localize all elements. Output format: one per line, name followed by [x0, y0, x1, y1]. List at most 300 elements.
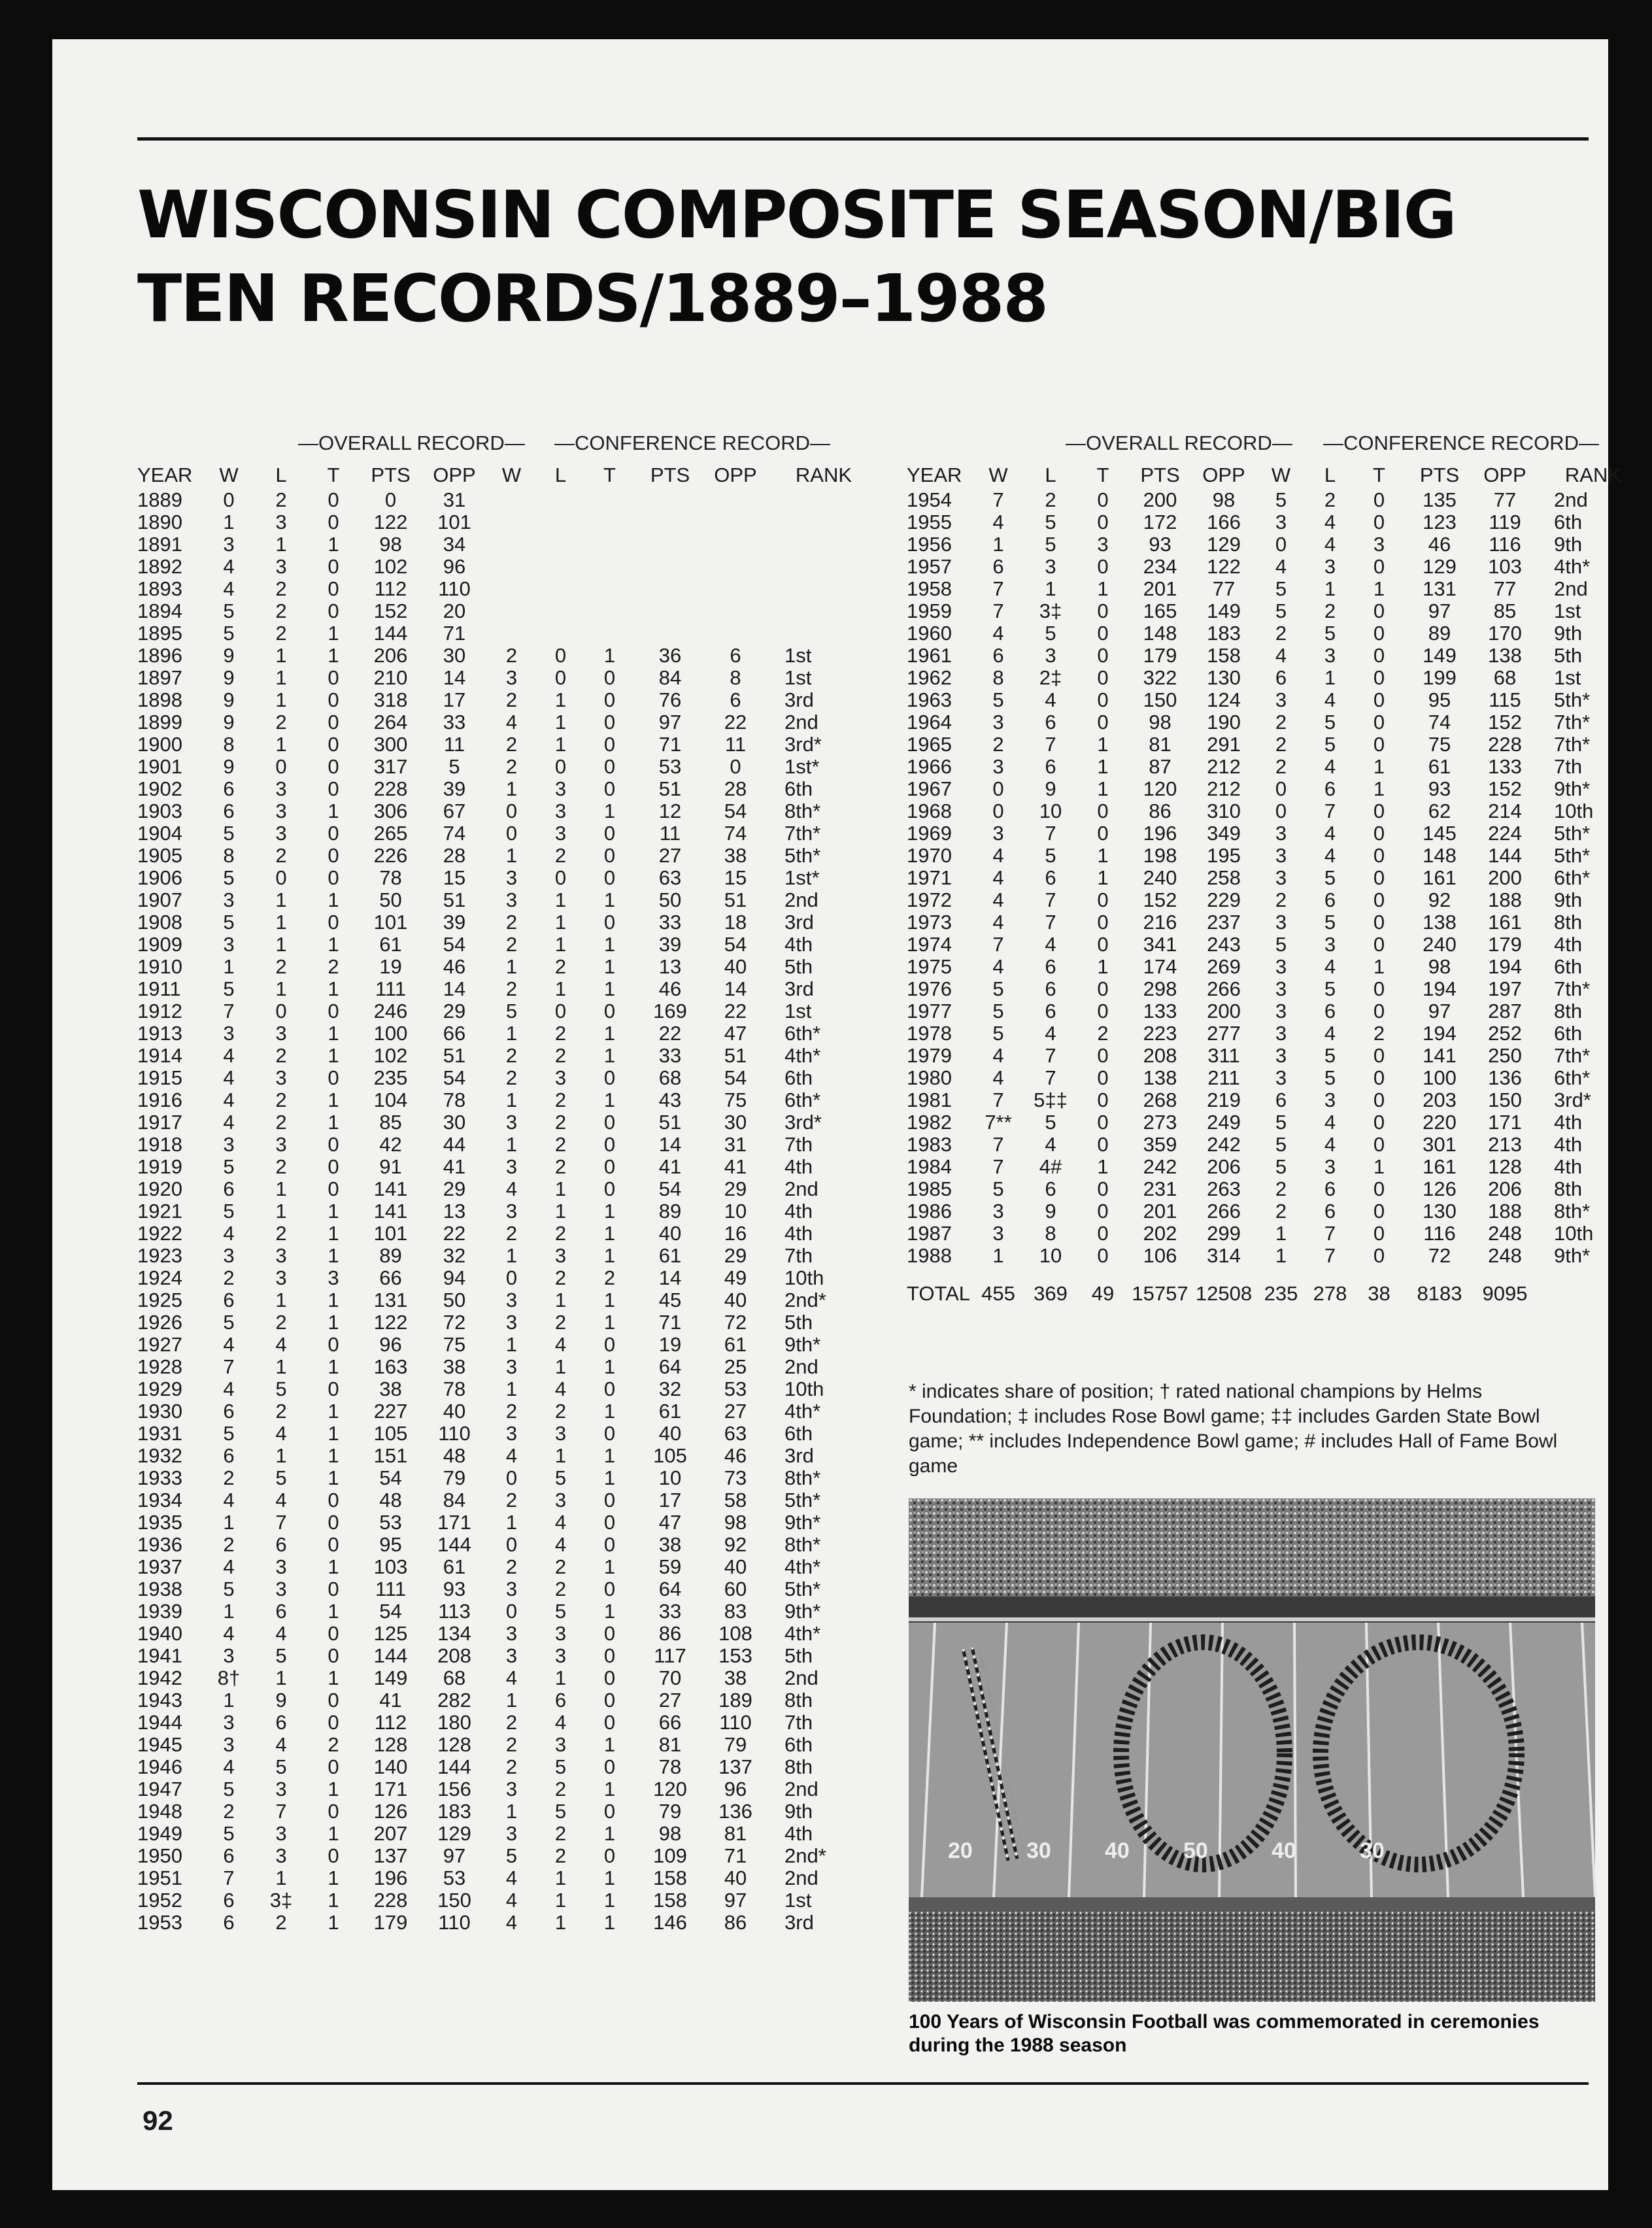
table-cell: 3 — [554, 822, 567, 845]
table-cell: 3 — [992, 1200, 1004, 1223]
table-row — [137, 645, 883, 667]
table-cell: 2 — [1275, 1177, 1287, 1200]
table-cell: 22 — [724, 711, 747, 734]
table-cell: 0 — [1097, 1089, 1109, 1111]
table-cell: 101 — [437, 511, 471, 533]
table-cell: 6 — [223, 1289, 235, 1311]
table-cell: 4 — [1045, 1022, 1056, 1045]
table-cell: 0 — [1275, 533, 1287, 556]
table-cell: 1 — [603, 1311, 616, 1334]
table-cell: 2nd — [784, 1355, 818, 1378]
table-cell: 0 — [1373, 711, 1385, 734]
table-cell: 1 — [603, 1044, 616, 1067]
table-cell: 4 — [223, 1044, 235, 1067]
table-cell: 240 — [1423, 933, 1457, 956]
table-cell: 0 — [328, 1000, 339, 1022]
table-cell: 0 — [603, 844, 616, 867]
table-cell: 1899 — [137, 711, 182, 734]
table-cell: 4 — [223, 1622, 235, 1645]
table-cell: 2 — [505, 755, 518, 778]
table-cell: 0 — [1097, 622, 1109, 645]
column-header: OPP — [1483, 464, 1526, 486]
table-cell: 112 — [374, 577, 407, 600]
table-cell: 6 — [223, 777, 235, 800]
table-cell: 1 — [1097, 1155, 1109, 1178]
table-cell: 179 — [1143, 644, 1177, 667]
table-cell: 50 — [443, 1289, 466, 1311]
table-cell: 22 — [724, 1000, 747, 1022]
table-cell: 2 — [505, 1733, 518, 1756]
table-cell: 2 — [554, 1266, 567, 1289]
table-row — [137, 956, 883, 978]
table-cell: 3rd* — [1554, 1089, 1591, 1111]
table-cell: 2 — [554, 1044, 567, 1067]
table-row — [137, 1511, 883, 1534]
table-cell — [634, 511, 706, 533]
table-cell: 129 — [1207, 533, 1241, 556]
table-cell: 224 — [1488, 822, 1522, 845]
table-cell: 0 — [603, 1533, 616, 1556]
column-header: PTS — [1140, 464, 1180, 486]
table-cell: 2 — [603, 1266, 616, 1289]
table-cell: 229 — [1207, 888, 1241, 911]
table-cell: 5th — [1554, 644, 1583, 667]
table-cell: 0 — [1373, 555, 1385, 578]
table-cell: 6 — [1045, 711, 1056, 734]
table-cell: 201 — [1143, 1200, 1177, 1223]
table-row — [907, 578, 1652, 600]
table-cell: 2 — [554, 1022, 567, 1045]
table-cell: 48 — [379, 1489, 402, 1511]
table-row — [907, 711, 1652, 734]
table-cell — [585, 533, 634, 556]
table-cell: 298 — [1143, 977, 1177, 1000]
table-cell: 5 — [1045, 533, 1056, 556]
column-header: T — [1096, 464, 1109, 486]
table-cell: 3 — [505, 1778, 518, 1800]
table-cell: 5 — [1045, 1111, 1056, 1134]
table-cell: 4 — [1275, 644, 1287, 667]
table-cell: 44 — [443, 1133, 466, 1156]
table-cell: 212 — [1207, 777, 1241, 800]
table-cell: 10th — [1554, 800, 1594, 822]
table-cell: 1 — [554, 933, 567, 956]
table-cell: 171 — [1488, 1111, 1522, 1134]
column-header: T — [327, 464, 340, 486]
table-cell: 2 — [505, 688, 518, 711]
table-cell: 2 — [275, 1111, 287, 1134]
table-cell: 47 — [658, 1511, 682, 1534]
table-cell: 242 — [1207, 1133, 1241, 1156]
table-cell: 0 — [328, 1333, 339, 1356]
table-cell: 66 — [443, 1022, 466, 1045]
table-cell: 1978 — [907, 1022, 952, 1045]
table-cell: 4 — [992, 1066, 1004, 1089]
table-cell: 1920 — [137, 1177, 182, 1200]
table-row — [907, 1245, 1652, 1267]
table-cell: 6 — [275, 1711, 287, 1734]
table-cell: 5 — [1324, 1066, 1336, 1089]
table-cell — [765, 511, 883, 533]
table-cell: 3 — [223, 1733, 235, 1756]
table-cell — [765, 600, 883, 622]
table-cell: 28 — [724, 777, 747, 800]
table-cell: 171 — [373, 1778, 408, 1800]
table-cell: 38 — [724, 1666, 747, 1689]
table-cell: 2 — [1045, 488, 1056, 511]
table-cell: 1972 — [907, 888, 952, 911]
table-cell: 1957 — [907, 555, 952, 578]
table-cell: 3 — [505, 1311, 518, 1334]
table-row — [907, 1022, 1652, 1045]
table-row — [907, 756, 1652, 778]
table-cell: 3 — [1275, 866, 1287, 889]
table-cell: 98 — [1428, 955, 1451, 978]
table-cell: 126 — [1423, 1177, 1457, 1200]
table-cell: 1952 — [137, 1889, 182, 1912]
table-cell: 3 — [554, 1244, 567, 1267]
table-cell — [536, 511, 585, 533]
table-cell: 158 — [653, 1889, 687, 1912]
table-cell: 3rd — [784, 977, 814, 1000]
table-cell: 1 — [554, 1666, 567, 1689]
table-cell: 33 — [658, 1600, 682, 1623]
table-cell: 54 — [724, 1066, 747, 1089]
table-cell: 8 — [730, 666, 741, 689]
table-cell: 39 — [443, 777, 466, 800]
table-cell: 2 — [275, 622, 287, 645]
table-cell: 5 — [1324, 1044, 1336, 1067]
table-cell: 148 — [1143, 622, 1177, 645]
table-cell: 97 — [1428, 599, 1451, 622]
table-cell: 1 — [275, 911, 287, 934]
table-cell: 0 — [1097, 644, 1109, 667]
table-cell: 0 — [1097, 555, 1109, 578]
table-cell: 1 — [603, 955, 616, 978]
table-cell: 3 — [1324, 555, 1336, 578]
field-number: 40 — [1105, 1838, 1130, 1863]
table-row — [137, 1889, 883, 1912]
table-cell: 1944 — [137, 1711, 182, 1734]
table-cell: 4 — [1324, 533, 1336, 556]
table-cell: 4 — [223, 1111, 235, 1134]
table-cell: 150 — [1488, 1089, 1522, 1111]
table-cell: 128 — [437, 1733, 471, 1756]
table-cell: 7 — [223, 1866, 235, 1889]
table-cell: 29 — [724, 1177, 747, 1200]
table-cell: 6th — [1554, 511, 1583, 533]
table-cell: 74 — [443, 822, 466, 845]
table-cell: 359 — [1143, 1133, 1177, 1156]
table-cell: 10 — [724, 1200, 747, 1223]
table-cell: 14 — [443, 666, 466, 689]
table-cell: 5th* — [784, 844, 821, 867]
table-cell: 1911 — [137, 977, 181, 1000]
table-cell: 2 — [505, 1711, 518, 1734]
table-cell: 1 — [1373, 577, 1385, 600]
table-cell: 61 — [658, 1244, 682, 1267]
table-cell — [487, 578, 536, 600]
table-cell: 1 — [505, 1089, 518, 1111]
table-cell: 1 — [505, 1511, 518, 1534]
table-cell: 1901 — [137, 755, 182, 778]
table-cell: 2 — [505, 1555, 518, 1578]
table-row — [137, 911, 883, 934]
table-cell: 1942 — [137, 1666, 182, 1689]
table-cell: 2 — [275, 1400, 287, 1423]
table-cell: 0 — [603, 1489, 616, 1511]
table-cell: 1900 — [137, 733, 182, 756]
table-cell: 0 — [328, 1711, 339, 1734]
table-cell: 0 — [328, 511, 339, 533]
field-number: 20 — [948, 1838, 973, 1863]
table-cell: 6 — [223, 1400, 235, 1423]
table-cell: 0 — [554, 1000, 567, 1022]
table-cell: 0 — [1373, 511, 1385, 533]
column-header: W — [988, 464, 1008, 486]
table-cell: 110 — [438, 1422, 471, 1445]
table-cell: 5 — [1275, 577, 1287, 600]
table-cell: 0 — [1097, 488, 1109, 511]
table-cell: 46 — [724, 1444, 747, 1467]
table-cell: 122 — [373, 1311, 408, 1334]
table-cell: 1917 — [137, 1111, 182, 1134]
table-row — [907, 889, 1652, 911]
table-cell: 2 — [1275, 622, 1287, 645]
table-cell: 3 — [992, 822, 1004, 845]
table-cell: 5 — [1324, 977, 1336, 1000]
table-cell: 258 — [1207, 866, 1241, 889]
table-cell: 1969 — [907, 822, 952, 845]
table-cell: 1 — [328, 1289, 339, 1311]
table-cell — [706, 511, 765, 533]
table-cell: 2‡ — [1039, 666, 1062, 689]
table-cell: 2 — [505, 1755, 518, 1778]
table-cell: 5 — [223, 977, 235, 1000]
table-cell: 6th* — [784, 1089, 821, 1111]
table-cell: 3 — [554, 1422, 567, 1445]
table-cell: 1 — [505, 1333, 518, 1356]
table-cell: 0 — [603, 1622, 616, 1645]
table-row — [137, 711, 883, 734]
table-cell: 51 — [658, 777, 682, 800]
table-cell: 1980 — [907, 1066, 952, 1089]
table-cell: 3 — [223, 888, 235, 911]
table-cell: 6 — [992, 555, 1004, 578]
table-cell: 4 — [505, 1666, 518, 1689]
table-cell: 5 — [223, 911, 235, 934]
table-cell: 4 — [992, 511, 1004, 533]
table-cell: 5 — [1324, 911, 1336, 934]
table-cell: 5 — [1324, 733, 1336, 756]
table-cell: 0 — [328, 1489, 339, 1511]
table-cell: 0 — [1373, 622, 1385, 645]
table-cell: 1 — [603, 1244, 616, 1267]
table-row — [137, 1467, 883, 1489]
table-cell: 5 — [223, 622, 235, 645]
table-cell: 4# — [1039, 1155, 1062, 1178]
table-cell: 152 — [373, 599, 408, 622]
table-cell: 3 — [223, 1133, 235, 1156]
table-cell: 53 — [379, 1511, 402, 1534]
table-cell: 235 — [373, 1066, 408, 1089]
table-cell — [706, 533, 765, 556]
table-cell: 29 — [724, 1244, 747, 1267]
table-row — [137, 1800, 883, 1823]
table-cell: 98 — [1212, 488, 1236, 511]
table-cell — [536, 556, 585, 578]
table-cell: 60 — [724, 1578, 747, 1600]
table-cell: 1 — [328, 1311, 339, 1334]
table-row — [137, 600, 883, 622]
table-cell: 54 — [724, 800, 747, 822]
table-row — [907, 1111, 1652, 1134]
table-cell: 6 — [554, 1689, 567, 1712]
table-cell: 6th* — [1554, 866, 1591, 889]
table-cell: 198 — [1143, 844, 1177, 867]
table-cell: 41 — [379, 1689, 402, 1712]
table-cell — [634, 578, 706, 600]
table-cell: 3 — [554, 800, 567, 822]
table-cell: 0 — [554, 666, 567, 689]
table-cell: 3 — [223, 1022, 235, 1045]
table-cell: 0 — [1373, 800, 1385, 822]
table-cell: 2 — [554, 1555, 567, 1578]
field-number: 30 — [1026, 1838, 1051, 1863]
table-cell: 2nd — [1554, 577, 1588, 600]
table-cell: 1 — [328, 1778, 339, 1800]
table-cell: 0 — [275, 1000, 287, 1022]
table-cell: 1897 — [137, 666, 182, 689]
table-cell: 68 — [658, 1066, 682, 1089]
table-cell: 6 — [275, 1533, 287, 1556]
table-cell: 3 — [554, 1622, 567, 1645]
table-cell: 61 — [443, 1555, 466, 1578]
table-cell: 153 — [718, 1644, 752, 1667]
table-cell: 4 — [1324, 755, 1336, 778]
table-cell: 7 — [1324, 1222, 1336, 1245]
table-cell: 0 — [328, 1689, 339, 1712]
table-cell: 4th — [1554, 1111, 1583, 1134]
table-cell: 5 — [275, 1466, 287, 1489]
table-cell: 1 — [328, 1444, 339, 1467]
table-cell — [634, 533, 706, 556]
table-cell: 1918 — [137, 1133, 182, 1156]
table-cell: 2 — [1324, 488, 1336, 511]
table-cell: 97 — [1428, 1000, 1451, 1022]
table-cell: 1 — [505, 1377, 518, 1400]
table-row — [137, 1111, 883, 1134]
table-cell: 0 — [603, 1377, 616, 1400]
table-cell: 2 — [505, 911, 518, 934]
table-cell: 2 — [554, 1111, 567, 1134]
table-cell: 0 — [1373, 644, 1385, 667]
table-cell: 5 — [223, 866, 235, 889]
table-cell: 43 — [658, 1089, 682, 1111]
table-cell: 0 — [505, 1266, 518, 1289]
table-cell: 152 — [1488, 777, 1522, 800]
table-row — [137, 1712, 883, 1734]
table-cell: 6 — [1324, 1200, 1336, 1223]
table-cell: 101 — [373, 911, 408, 934]
table-cell: 0 — [505, 800, 518, 822]
table-cell: 1 — [1097, 955, 1109, 978]
table-cell: 0 — [1097, 666, 1109, 689]
table-cell: 31 — [724, 1133, 747, 1156]
table-cell — [487, 489, 536, 511]
table-cell: 10th — [1554, 1222, 1594, 1245]
table-cell: 206 — [1488, 1177, 1522, 1200]
table-cell: 0 — [1097, 1111, 1109, 1134]
table-cell: 138 — [1143, 1066, 1177, 1089]
table-cell: 249 — [1207, 1111, 1241, 1134]
table-cell: 1 — [275, 733, 287, 756]
table-cell: 4 — [1324, 1022, 1336, 1045]
table-cell: 1 — [505, 1689, 518, 1712]
table-cell: 161 — [1488, 911, 1522, 934]
table-cell: 1 — [554, 888, 567, 911]
table-cell: 0 — [328, 488, 339, 511]
table-cell: 110 — [438, 577, 471, 600]
table-cell — [634, 600, 706, 622]
table-cell: 0 — [328, 688, 339, 711]
table-cell: 0 — [1373, 1111, 1385, 1134]
footnote: * indicates share of position; † rated national champions by Helms Foundation; ‡ includes Rose Bowl game; ‡‡ includes Garden State Bowl game; ** includes Independence Bowl game; # includes Hall of Fame Bowl game — [909, 1381, 1558, 1477]
table-cell: 226 — [373, 844, 408, 867]
table-row — [137, 1623, 883, 1645]
table-cell: 0 — [554, 755, 567, 778]
table-row — [907, 1045, 1652, 1067]
table-cell: 1 — [1324, 666, 1336, 689]
table-cell: 211 — [1207, 1066, 1240, 1089]
table-cell: 1 — [603, 1089, 616, 1111]
table-cell: 1982 — [907, 1111, 952, 1134]
table-row — [907, 845, 1652, 867]
table-cell: 3 — [275, 1266, 287, 1289]
table-cell: 301 — [1423, 1133, 1457, 1156]
table-cell: 8 — [223, 844, 235, 867]
table-cell: 2 — [554, 844, 567, 867]
table-cell: 2 — [275, 599, 287, 622]
table-cell: 7 — [1045, 911, 1056, 934]
table-cell: 3 — [1275, 688, 1287, 711]
table-cell: 4 — [275, 1333, 287, 1356]
table-cell: 3 — [223, 533, 235, 556]
table-cell: 0 — [603, 688, 616, 711]
table-cell: 3 — [505, 666, 518, 689]
table-cell: 196 — [373, 1866, 408, 1889]
table-cell: 39 — [658, 933, 682, 956]
left-conference-header: —CONFERENCE RECORD— — [554, 431, 830, 454]
column-header: PTS — [1419, 464, 1460, 486]
table-cell: 134 — [437, 1622, 471, 1645]
table-cell: 0 — [328, 822, 339, 845]
table-cell: 1893 — [137, 577, 182, 600]
table-cell: 6 — [1045, 1177, 1056, 1200]
table-cell: 1 — [505, 844, 518, 867]
table-cell: 6 — [1324, 888, 1336, 911]
table-cell: 0 — [603, 1111, 616, 1134]
table-cell: 3 — [505, 888, 518, 911]
table-cell: 0 — [603, 1422, 616, 1445]
table-cell: 4 — [1324, 844, 1336, 867]
table-cell: 1912 — [137, 1000, 182, 1022]
table-cell: 0 — [328, 733, 339, 756]
table-cell: 235 — [1264, 1282, 1298, 1305]
table-cell: 54 — [379, 1466, 402, 1489]
table-cell: 3rd — [784, 1444, 814, 1467]
table-cell: 1928 — [137, 1355, 182, 1378]
